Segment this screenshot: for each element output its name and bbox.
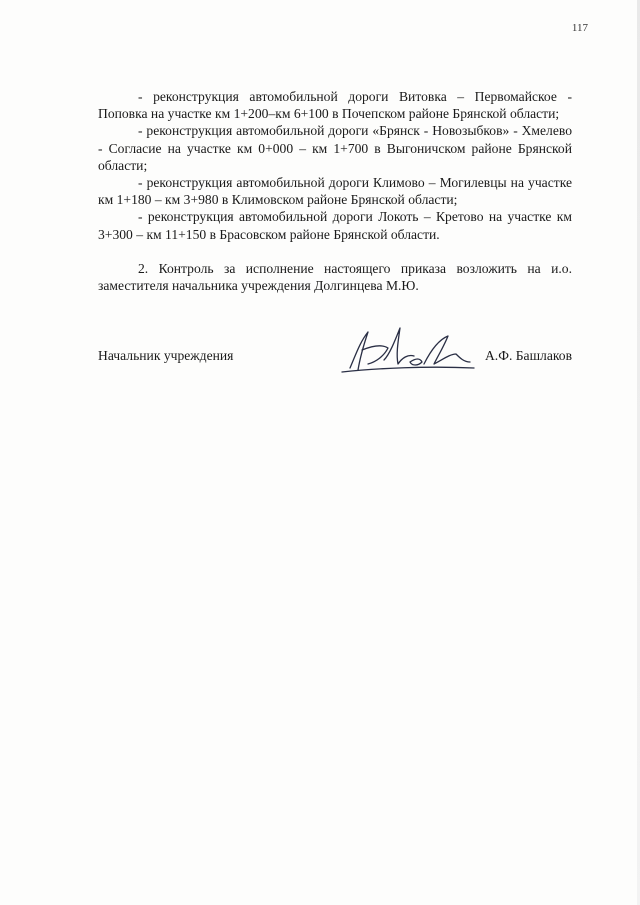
signature-block — [98, 330, 572, 380]
list-item-bryansk-novozybkov: - реконструкция автомобильной дороги «Брянск - Новозыбков» - Хмелево - Согласие на участке км 0+000 – км 1+700 в Выгоничском районе Брянской области; — [98, 123, 572, 173]
list-item-klimovo: - реконструкция автомобильной дороги Климово – Могилевцы на участке км 1+180 – км 3+980 в Климовском районе Брянской области; — [98, 175, 572, 208]
signatory-name: А.Ф. Башлаков — [484, 348, 572, 363]
handwritten-signature — [338, 324, 478, 376]
signatory-position: Начальник учреждения — [98, 348, 234, 363]
list-item-vitovka: - реконструкция автомобильной дороги Витовка – Первомайское - Поповка на участке км 1+200–км 6+100 в Почепском районе Брянской области; — [98, 89, 572, 122]
list-item-lokot: - реконструкция автомобильной дороги Локоть – Кретово на участке км 3+300 – км 11+150 в Брасовском районе Брянской области. — [98, 209, 572, 242]
page-number: 117 — [571, 22, 588, 34]
control-clause: 2. Контроль за исполнение настоящего приказа возложить на и.о. заместителя начальника учреждения Долгинцева М.Ю. — [98, 260, 572, 294]
document-body — [98, 88, 572, 294]
